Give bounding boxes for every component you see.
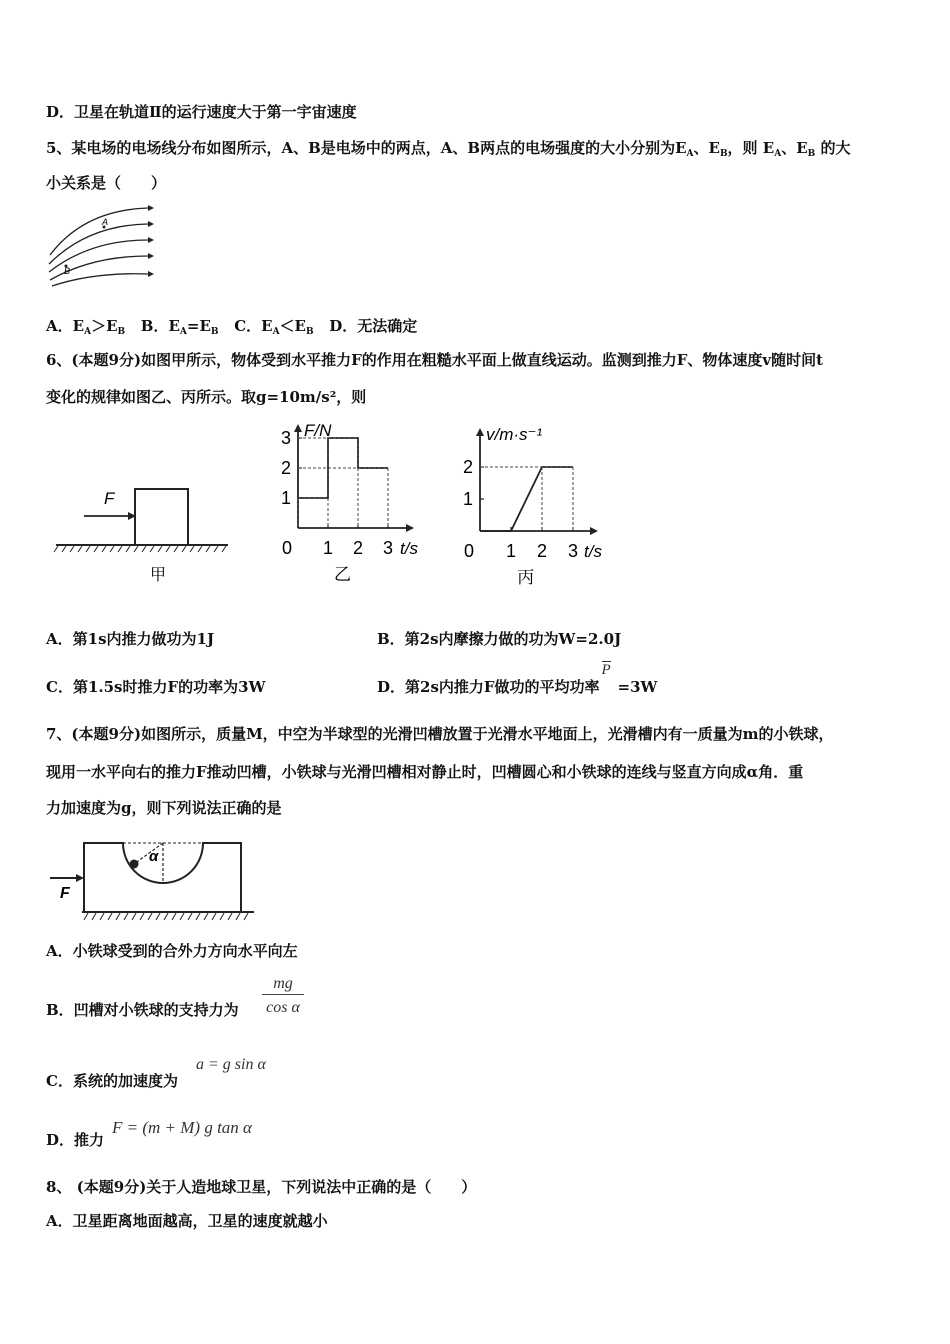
chart-caption: 乙 [334,565,351,584]
q7-stem-line1: 7、(本题9分)如图所示，质量M，中空为半球型的光滑凹槽放置于光滑水平地面上，光滑槽内有一质量为m的小铁球， [46,725,834,743]
x-tick-label: 3 [568,541,579,561]
point-b-label: B [64,266,71,276]
q7-option-b-denominator: cos α [266,999,300,1016]
q6-stem-line1: 6、(本题9分)如图甲所示，物体受到水平推力F的作用在粗糙水平面上做直线运动。监测到推力F、物体速度v随时间t [46,351,824,369]
q6-option-b: B．第2s内摩擦力做的功为W=2.0J [377,630,622,648]
iron-ball [130,860,139,869]
q7-stem-line2: 现用一水平向右的推力F推动凹槽，小铁球与光滑凹槽相对静止时，凹槽圆心和小铁球的连线与竖直方向成α角．重 [46,763,804,781]
angle-label: α [149,848,159,865]
x-tick-label: 2 [537,541,548,561]
y-axis-label: v/m·s⁻¹ [486,425,543,444]
q7-groove-figure [46,834,258,926]
force-label: F [60,885,70,902]
q6-chart-yi [270,418,428,590]
x-tick-label: 2 [353,538,364,558]
q6-option-a: A．第1s内推力做功为1J [46,630,215,648]
q5-field-lines-figure [44,200,154,292]
origin-label: 0 [464,541,475,561]
q7-option-c: C．系统的加速度为 [46,1072,178,1090]
y-tick-label: 2 [463,457,474,477]
q7-option-c-formula: a = g sin α [196,1056,266,1073]
force-label: F [104,489,115,508]
x-axis-arrow [590,527,598,535]
q4-option-d: D．卫星在轨道Ⅱ的运行速度大于第一宇宙速度 [46,103,357,121]
y-axis-label: F/N [304,421,332,440]
y-axis-arrow [476,428,484,436]
x-axis-label: t/s [584,542,602,561]
q7-option-d-formula: F = (m + M) g tan α [112,1118,252,1137]
q7-option-d: D．推力 [46,1131,105,1149]
y-tick-label: 2 [281,458,292,478]
caption-jia: 甲 [150,567,167,584]
q7-option-b-numerator: mg [262,974,304,995]
q6-option-d: D．第2s内推力F做功的平均功率 P =3W [377,662,658,696]
x-tick-label: 1 [323,538,334,558]
y-tick-label: 3 [281,428,292,448]
y-tick-label: 1 [281,488,292,508]
q7-stem-line3: 力加速度为g，则下列说法正确的是 [46,799,282,817]
origin-label: 0 [282,538,293,558]
q8-stem: 8、 (本题9分)关于人造地球卫星，下列说法中正确的是（ ） [46,1178,477,1196]
point-a-label: A [102,217,109,227]
chart-caption: 丙 [517,568,535,587]
x-axis-arrow [406,524,414,532]
q7-option-b: B．凹槽对小铁球的支持力为 [46,1001,239,1019]
y-axis-arrow [294,424,302,432]
q5-options: A．$E_A>E_B$ B．$E_A=E_B$ C．$E_A<E_B$ D．无法确定 [46,317,418,337]
x-tick-label: 1 [506,541,517,561]
q8-option-a: A．卫星距离地面越高，卫星的速度就越小 [46,1212,328,1230]
q6-figure-jia [52,476,232,588]
data-line [480,467,573,531]
x-tick-label: 3 [383,538,394,558]
q5-stem-line1: 5、某电场的电场线分布如图所示，A、B是电场中的两点，A、B两点的电场强度的大小分别为$E_A$、$E_B$，则 $E_A$、$E_B$ 的大 [46,139,851,159]
x-axis-label: t/s [400,539,418,558]
q6-option-c: C．第1.5s时推力F的功率为3W [46,678,266,696]
q6-chart-bing [460,418,620,590]
block [135,489,188,545]
y-tick-label: 1 [463,489,474,509]
q6-stem-line2: 变化的规律如图乙、丙所示。取g=10m/s²，则 [46,388,367,406]
q5-stem-line2: 小关系是（ ） [46,174,167,192]
q7-option-a: A．小铁球受到的合外力方向水平向左 [46,942,298,960]
